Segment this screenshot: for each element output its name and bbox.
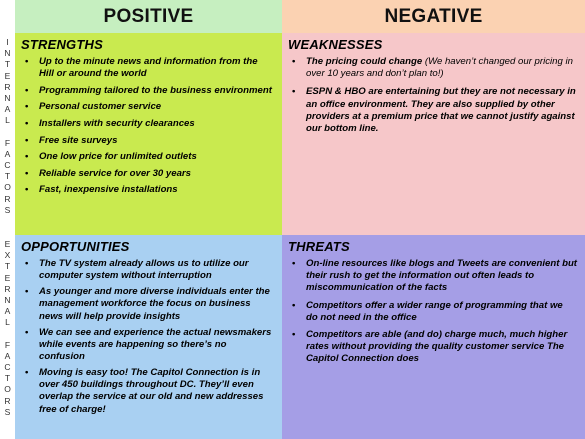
- side-letter: F: [4, 137, 11, 148]
- strengths-quadrant: [15, 33, 282, 235]
- list-item-emphasis: The pricing could change: [306, 56, 423, 67]
- list-item: • We can see and experience the actual newsmakers while events are happening so there’s no confusion: [39, 327, 274, 364]
- side-letter: A: [4, 148, 11, 159]
- threats-list: [288, 258, 577, 366]
- side-letter: A: [4, 306, 11, 317]
- list-item: • On-line resources like blogs and Tweets are convenient but their rush to get the information out often leads to miscommunication of the facts: [306, 258, 577, 295]
- list-item: • Reliable service for over 30 years: [39, 168, 274, 180]
- side-letter: E: [4, 272, 11, 283]
- side-letter: L: [5, 115, 10, 126]
- side-letter: T: [4, 171, 11, 182]
- list-item: • Competitors offer a wider range of programming that we do not need in the office: [306, 300, 577, 324]
- side-letter: S: [4, 406, 11, 417]
- list-item-emphasis: ESPN & HBO are entertaining but they are not necessary in an office environment. They are also supplied by other providers at a premium price that we cannot justify against our bottom line.: [306, 86, 576, 135]
- weaknesses-title: WEAKNESSES: [288, 37, 383, 52]
- list-item: • Moving is easy too! The Capitol Connection is in over 450 buildings throughout DC. They’ll even overlap the service at our old and new addresses free of charge!: [39, 367, 274, 416]
- side-letter: O: [4, 182, 11, 193]
- corner-cell: [0, 0, 15, 33]
- opportunities-title: OPPORTUNITIES: [21, 239, 130, 254]
- list-item: • Up to the minute news and information from the Hill or around the world: [39, 56, 274, 80]
- side-letter: E: [4, 239, 11, 249]
- side-letter: R: [4, 81, 11, 92]
- threats-quadrant: [282, 235, 585, 439]
- side-letter: R: [4, 283, 11, 294]
- strengths-title: STRENGTHS: [21, 37, 103, 52]
- opportunities-quadrant: [15, 235, 282, 439]
- list-item: • Fast, inexpensive installations: [39, 184, 274, 196]
- header-positive: POSITIVE: [15, 0, 282, 33]
- side-label-external-factors: [0, 235, 15, 439]
- list-item: • The TV system already allows us to utilize our computer system without interruption: [39, 258, 274, 282]
- side-letter: N: [4, 93, 11, 104]
- side-letter: A: [4, 104, 11, 115]
- list-item: [306, 86, 577, 135]
- list-item: • Personal customer service: [39, 101, 274, 113]
- list-item: [306, 56, 577, 80]
- side-letter: T: [4, 59, 11, 70]
- strengths-list: [21, 56, 274, 197]
- side-letter: I: [6, 37, 9, 47]
- weaknesses-list: [288, 56, 577, 135]
- list-item-detail: (We haven’t changed our pricing in over 10 years and don’t plan to!): [306, 56, 573, 80]
- side-letter: L: [5, 317, 10, 328]
- side-letter: O: [4, 384, 11, 395]
- list-item: • Programming tailored to the business environment: [39, 85, 274, 97]
- weaknesses-quadrant: [282, 33, 585, 235]
- list-item: • As younger and more diverse individuals enter the management workforce the focus on business news will help provide insights: [39, 286, 274, 323]
- side-letter: C: [4, 362, 11, 373]
- side-letter: T: [4, 261, 11, 272]
- side-letter: E: [4, 70, 11, 81]
- list-item: • One low price for unlimited outlets: [39, 151, 274, 163]
- header-negative: NEGATIVE: [282, 0, 585, 33]
- side-letter: N: [4, 295, 11, 306]
- side-letter: T: [4, 373, 11, 384]
- opportunities-list: [21, 258, 274, 416]
- side-letter: R: [4, 193, 11, 204]
- list-item: • Competitors are able (and do) charge much, much higher rates without providing the quality customer service The Capitol Connection does: [306, 329, 577, 366]
- threats-title: THREATS: [288, 239, 350, 254]
- side-label-internal-factors: [0, 33, 15, 235]
- side-letter: N: [4, 48, 11, 59]
- side-letter: F: [4, 339, 11, 350]
- side-letter: A: [4, 350, 11, 361]
- list-item: • Installers with security clearances: [39, 118, 274, 130]
- list-item: • Free site surveys: [39, 135, 274, 147]
- side-letter: X: [4, 250, 11, 261]
- side-letter: R: [4, 395, 11, 406]
- side-letter: C: [4, 160, 11, 171]
- side-letter: S: [4, 204, 11, 215]
